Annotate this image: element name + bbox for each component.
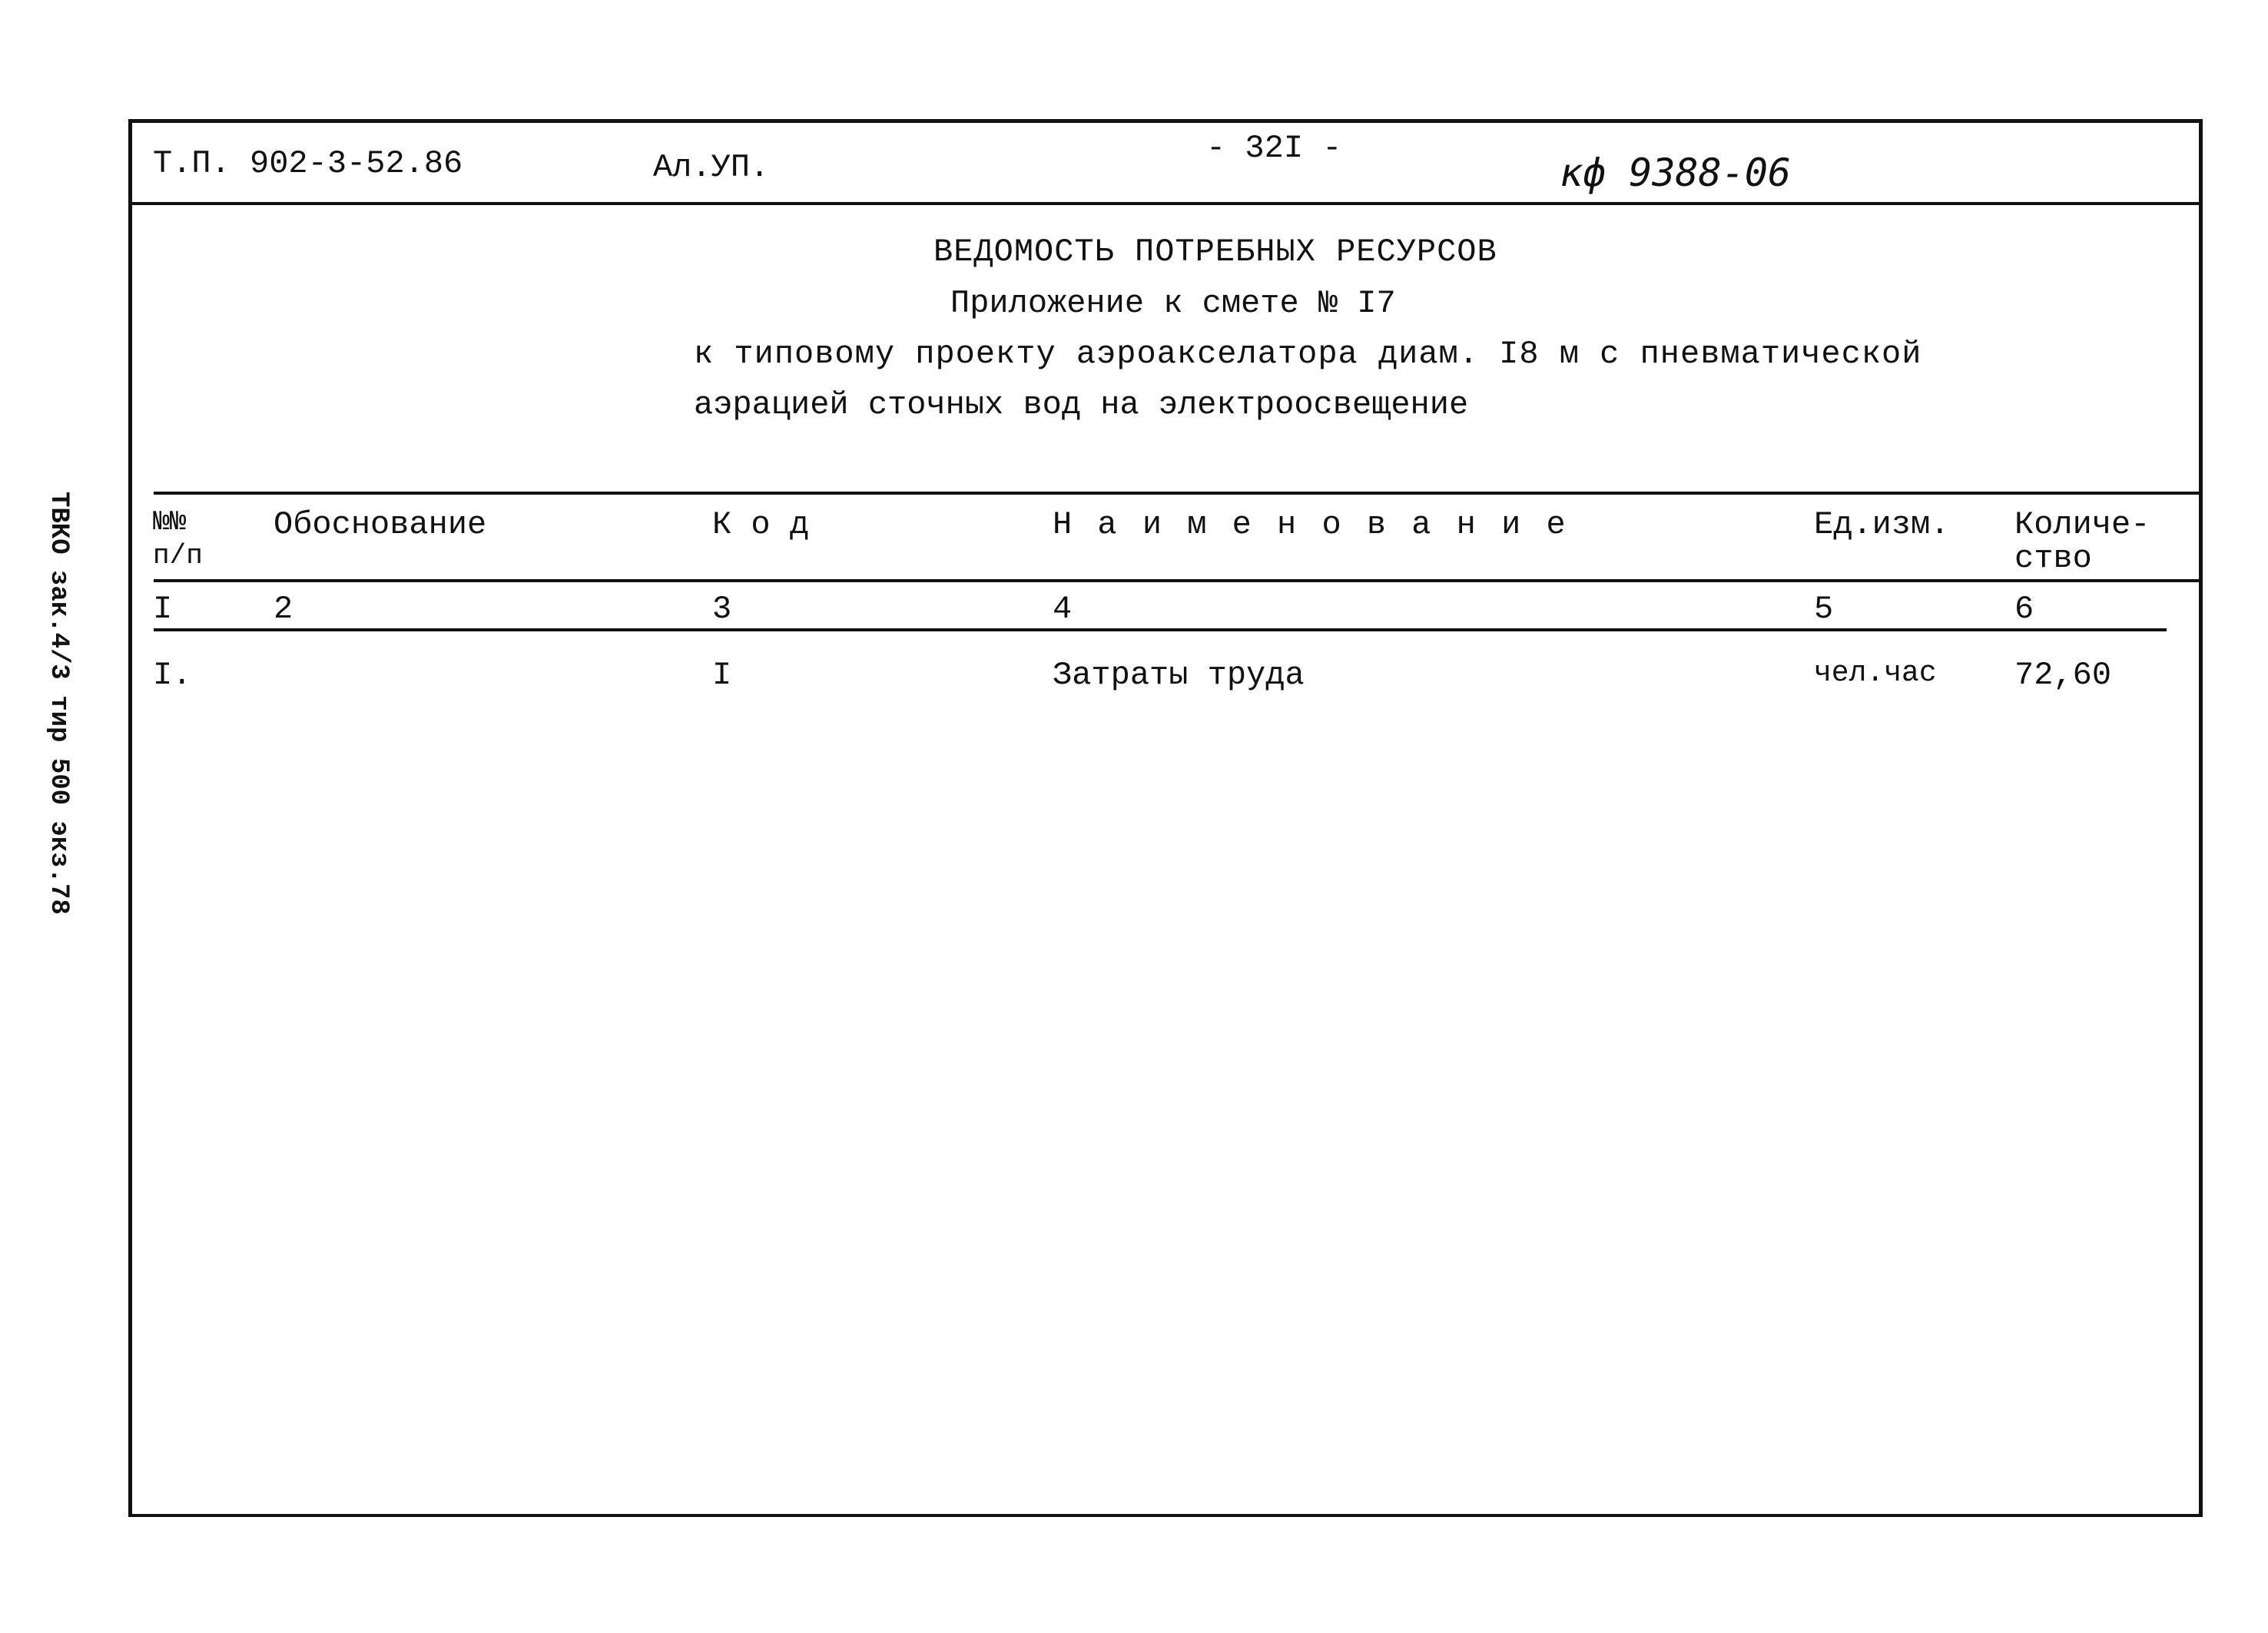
col-header-code: К о д — [712, 506, 810, 543]
col-number-5: 5 — [1814, 591, 1834, 628]
col-header-basis: Обоснование — [274, 506, 487, 543]
project-number: Т.П. 902-3-52.86 — [153, 145, 463, 182]
page-number: - 32I - — [1206, 130, 1342, 167]
col-number-6: 6 — [2014, 591, 2034, 628]
col-header-num-2: п/п — [153, 540, 203, 571]
row-num: I. — [153, 657, 192, 694]
row-unit: чел.час — [1814, 657, 1937, 690]
doc-subtitle: Приложение к смете № I7 — [950, 285, 1396, 322]
archive-code: кф 9388-06 — [1560, 151, 1792, 195]
doc-description-2: аэрацией сточных вод на электроосвещение — [694, 386, 1469, 423]
col-header-name: Н а и м е н о в а н и е — [1053, 506, 1569, 543]
col-number-1: I — [153, 591, 173, 628]
numbers-bottom-line — [154, 628, 2167, 631]
row-qty: 72,60 — [2014, 657, 2112, 694]
header-bottom-line — [154, 579, 2203, 582]
col-header-qty-2: ство — [2014, 540, 2092, 577]
col-header-unit: Ед.изм. — [1814, 506, 1950, 543]
col-number-4: 4 — [1053, 591, 1073, 628]
header-divider — [131, 202, 2203, 205]
table-top-line — [154, 492, 2203, 495]
doc-description-1: к типовому проекту аэроакселатора диам. I8 м с пневматической — [694, 336, 1922, 373]
col-number-2: 2 — [274, 591, 293, 628]
row-code: I — [712, 657, 732, 694]
col-header-qty: Количе- — [2014, 506, 2150, 543]
doc-title: ВЕДОМОСТЬ ПОТРЕБНЫХ РЕСУРСОВ — [933, 234, 1497, 270]
row-name: Затраты труда — [1053, 657, 1305, 694]
col-header-num: №№ — [153, 506, 187, 538]
document-frame — [128, 119, 2203, 1517]
side-print-note: ТВКО зак.4/3 тир 500 экз.78 — [44, 492, 73, 915]
album-label: Ал.УП. — [653, 149, 770, 186]
col-number-3: 3 — [712, 591, 732, 628]
